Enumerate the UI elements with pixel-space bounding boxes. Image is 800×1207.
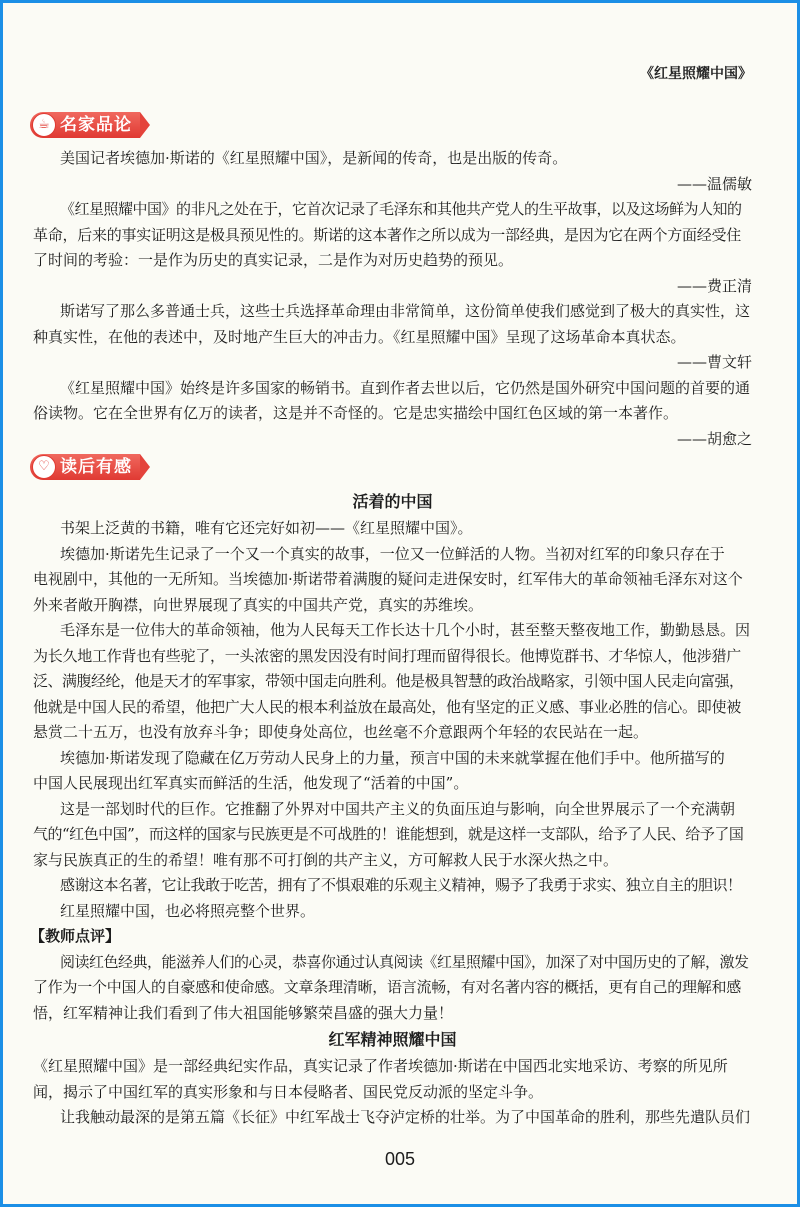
comment-signature: ——温儒敏 (676, 174, 752, 193)
essay-line: 悬赏二十五万，也没有放弃斗争；即使身处高位，也丝毫不介意跟两个年轻的农民站在一起。 (33, 723, 649, 741)
running-header: 《红星照耀中国》 (640, 66, 752, 82)
essay-line: 中国人民展现出红军真实而鲜活的生活，他发现了“活着的中国”。 (33, 774, 469, 792)
essay-line: 外来者敞开胸襟，向世界展现了真实的中国共产党，真实的苏维埃。 (33, 595, 484, 614)
teacup-icon: ☕ (32, 113, 56, 137)
comment-line: 《红星照耀中国》始终是许多国家的畅销书。直到作者去世以后，它仍然是国外研究中国问题的首要的通 (60, 378, 751, 397)
essay-title: 红军精神照耀中国 (328, 1030, 457, 1049)
essay-line: 让我触动最深的是第五篇《长征》中红军战士飞夺泸定桥的壮举。为了中国革命的胜利，那些先遣队员们 (60, 1108, 751, 1126)
comment-line: 种真实性，在他的表述中，及时地产生巨大的冲击力。《红星照耀中国》呈现了这场革命本真状态。 (33, 327, 686, 346)
essay-line: 埃德加·斯诺先生记录了一个又一个真实的故事，一位又一位鲜活的人物。当初对红军的印象只存在于 (60, 544, 725, 563)
teacher-comment-line: 悟，红军精神让我们看到了伟大祖国能够繁荣昌盛的强大力量！ (33, 1003, 454, 1022)
reflection-section (30, 488, 752, 1131)
page-number: 005 (384, 1148, 416, 1169)
essay-title: 活着的中国 (352, 492, 433, 511)
essay-line: 《红星照耀中国》是一部经典纪实作品，真实记录了作者埃德加·斯诺在中国西北实地采访、考察的所见所 (33, 1057, 728, 1075)
essay-line: 为长久地工作背也有些驼了，一头浓密的黑发因没有时间打理而留得很长。他博览群书、才华惊人，他涉猎广 (33, 646, 742, 665)
comment-line: 斯诺写了那么多普通士兵，这些士兵选择革命理由非常简单，这份简单使我们感觉到了极大的真实性，这 (60, 302, 751, 320)
essay-line: 这是一部划时代的巨作。它推翻了外界对中国共产主义的负面压迫与影响，向全世界展示了一个充满朝 (60, 799, 736, 818)
comment-signature: ——费正清 (676, 276, 752, 295)
essay-line: 书架上泛黄的书籍，唯有它还完好如初——《红星照耀中国》。 (60, 519, 473, 537)
badge-label: 名家品论 (60, 115, 132, 135)
badge-label: 读后有感 (60, 457, 132, 477)
essay-line: 感谢这本名著，它让我敢于吃苦，拥有了不惧艰难的乐观主义精神，赐予了我勇于求实、独立自主的胆识！ (60, 876, 742, 894)
comment-line: 美国记者埃德加·斯诺的《红星照耀中国》，是新闻的传奇，也是出版的传奇。 (60, 149, 568, 167)
comment-signature: ——胡愈之 (676, 429, 752, 448)
teacher-comment-label: 【教师点评】 (30, 927, 121, 945)
essay-line: 泛、满腹经纶，他是天才的军事家，带领中国走向胜利。他是极具智慧的政治战略家，引领中国人民走向富强， (33, 672, 744, 690)
teacher-comment-line: 了作为一个中国人的自豪感和使命感。文章条理清晰，语言流畅，有对名著内容的概括，更有自己的理解和感 (33, 978, 742, 996)
comment-signature: ——曹文轩 (676, 353, 752, 371)
essay-line: 毛泽东是一位伟大的革命领袖，他为人民每天工作长达十几个小时，甚至整天整夜地工作，勤勤恳恳。因 (60, 621, 751, 639)
essay-line: 埃德加·斯诺发现了隐藏在亿万劳动人民身上的力量，预言中国的未来就掌握在他们手中。他所描写的 (60, 748, 725, 767)
comment-line: 《红星照耀中国》的非凡之处在于，它首次记录了毛泽东和其他共产党人的生平故事，以及这场鲜为人知的 (60, 200, 742, 218)
teacher-comment-line: 阅读红色经典，能滋养人们的心灵，恭喜你通过认真阅读《红星照耀中国》，加深了对中国历史的了解，激发 (60, 952, 749, 971)
essay-line: 闻，揭示了中国红军的真实形象和与日本侵略者、国民党反动派的坚定斗争。 (33, 1082, 544, 1101)
essay-line: 他就是中国人民的希望，他把广大人民的根本利益放在最高处，他有坚定的正义感、事业必胜的信心。即使被 (33, 697, 742, 716)
section-badge-reflection (30, 452, 752, 482)
essay-line: 红星照耀中国，也必将照亮整个世界。 (60, 901, 316, 920)
heart-icon: ♡ (32, 455, 56, 479)
comment-line: 俗读物。它在全世界有亿万的读者，这是并不奇怪的。它是忠实描绘中国红色区域的第一本著作。 (33, 404, 679, 422)
essay-line: 家与民族真正的生的希望！唯有那不可打倒的共产主义，方可解救人民于水深火热之中。 (33, 850, 619, 869)
page-content (30, 0, 752, 1201)
comment-line: 革命，后来的事实证明这是极具预见性的。斯诺的这本著作之所以成为一部经典，是因为它在两个方面经受住 (33, 225, 742, 244)
section-badge-comments (30, 110, 752, 140)
comments-section (33, 146, 752, 452)
essay-line: 电视剧中，其他的一无所知。当埃德加·斯诺带着满腹的疑问走进保安时，红军伟大的革命领袖毛泽东对这个 (33, 570, 743, 588)
comment-line: 了时间的考验：一是作为历史的真实记录，二是作为对历史趋势的预见。 (33, 251, 514, 269)
essay-line: 气的“红色中国”，而这样的国家与民族更是不可战胜的！谁能想到，就是这样一支部队，给予了人民、给予了国 (33, 825, 744, 843)
